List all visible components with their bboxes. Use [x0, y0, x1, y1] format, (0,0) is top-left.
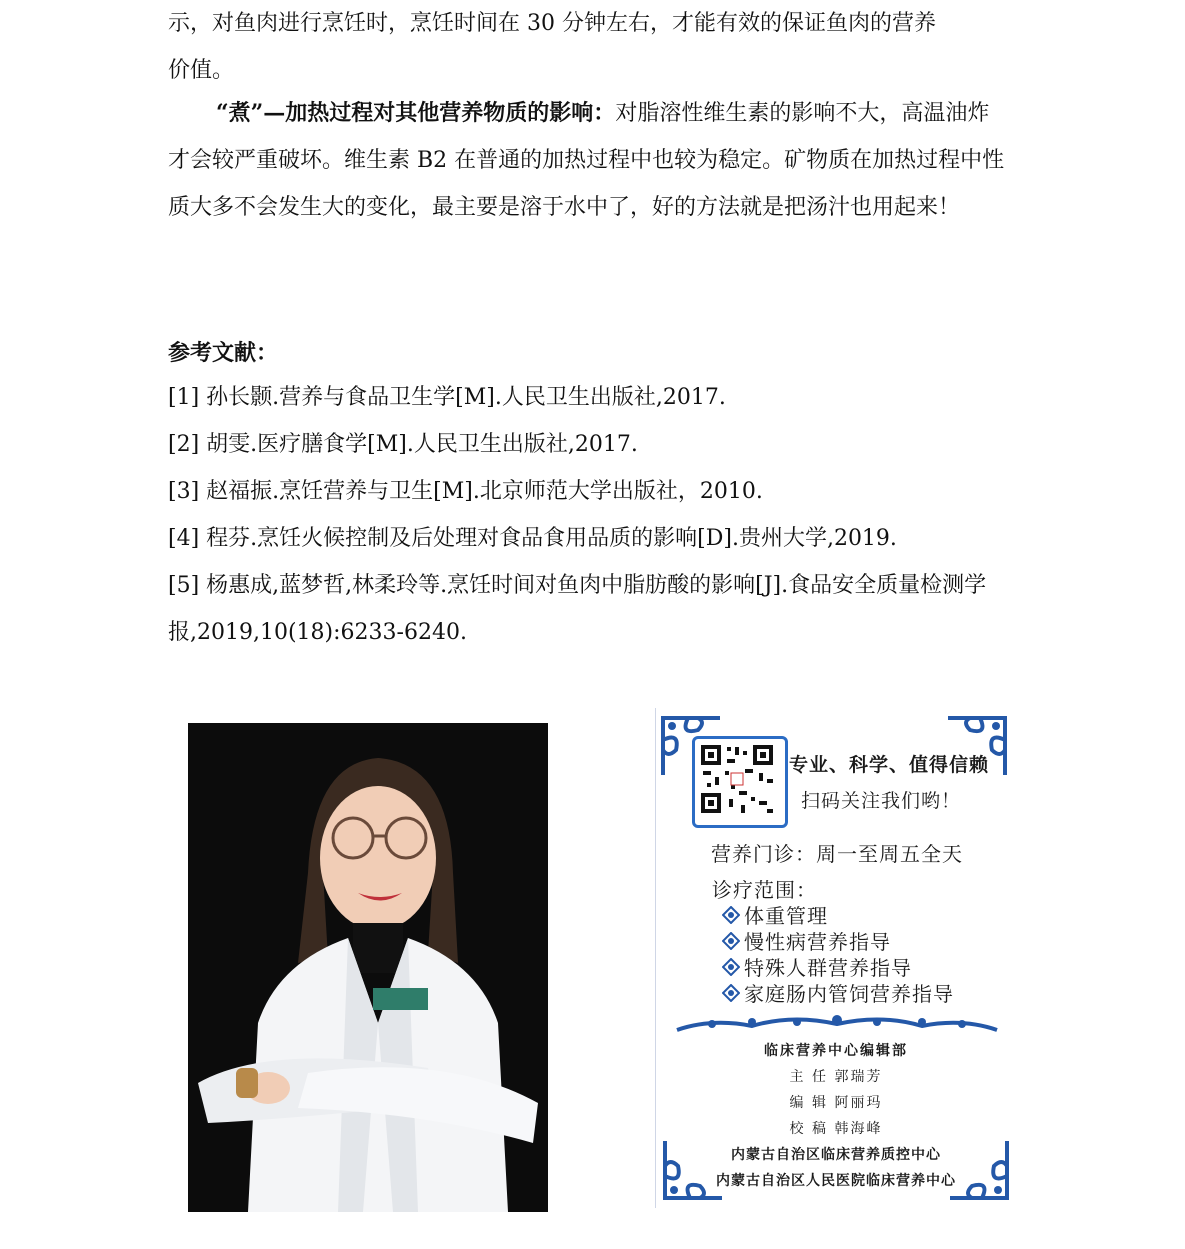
reference-item: [3] 赵福振.烹饪营养与卫生[M].北京师范大学出版社，2010. [168, 479, 763, 504]
paragraph-lead: “煮”—加热过程对其他营养物质的影响： [216, 100, 616, 126]
card-scan-prompt: 扫码关注我们哟！ [801, 790, 962, 812]
service-label: 体重管理 [744, 904, 828, 928]
reference-item: [4] 程芬.烹饪火候控制及后处理对食品食用品质的影响[D].贵州大学,2019. [168, 526, 897, 551]
card-slogan: 专业、科学、值得信赖 [789, 754, 990, 776]
chinese-knot-icon [722, 984, 740, 1002]
chinese-knot-icon [722, 932, 740, 950]
editor-line: 编 辑 阿丽玛 [789, 1095, 883, 1111]
clinic-info-card [655, 708, 1016, 1208]
service-label: 慢性病营养指导 [744, 930, 891, 954]
scroll-divider-icon [672, 1012, 1002, 1036]
editorial-dept: 临床营养中心编辑部 [764, 1043, 908, 1059]
director-line: 主 任 郭瑞芳 [789, 1069, 883, 1085]
paragraph-line: 示，对鱼肉进行烹饪时，烹饪时间在 30 分钟左右，才能有效的保证鱼肉的营养 [168, 11, 936, 36]
chinese-knot-icon [722, 906, 740, 924]
reference-item: [2] 胡雯.医疗膳食学[M].人民卫生出版社,2017. [168, 432, 638, 457]
qr-code-icon [695, 739, 779, 819]
service-item [722, 926, 891, 955]
paragraph-line: 价值。 [168, 58, 235, 83]
service-item [722, 900, 828, 929]
qr-code[interactable] [692, 736, 788, 828]
chinese-knot-icon [722, 958, 740, 976]
clinic-hours: 营养门诊：周一至周五全天 [711, 842, 963, 866]
service-item [722, 952, 912, 981]
paragraph-text: 对脂溶性维生素的影响不大，高温油炸才会较严重破坏。维生素 B2 在普通的加热过程中也较为稳定。矿物质在加热过程中性质大多不会发生大的变化，最主要是溶于水中了，好的方法就是把汤汁也用起来！ [168, 101, 1005, 220]
scope-label: 诊疗范围： [712, 878, 817, 902]
proofreader-line: 校 稿 韩海峰 [789, 1121, 883, 1137]
references-heading: 参考文献： [168, 340, 279, 366]
service-label: 家庭肠内管饲营养指导 [744, 982, 954, 1006]
reference-item: [1] 孙长颢.营养与食品卫生学[M].人民卫生出版社,2017. [168, 385, 726, 410]
org-name: 内蒙古自治区临床营养质控中心 [731, 1147, 941, 1163]
service-item [722, 978, 954, 1007]
service-label: 特殊人群营养指导 [744, 956, 912, 980]
paragraph-boiling-effects [168, 90, 1008, 231]
reference-item: [5] 杨惠成,蓝梦哲,林柔玲等.烹饪时间对鱼肉中脂肪酸的影响[J].食品安全质量检测学报,2019,10(18):6233-6240. [168, 573, 987, 645]
doctor-portrait-photo [188, 723, 548, 1212]
paragraph-continuation [168, 0, 1008, 94]
org-name: 内蒙古自治区人民医院临床营养中心 [716, 1173, 956, 1189]
